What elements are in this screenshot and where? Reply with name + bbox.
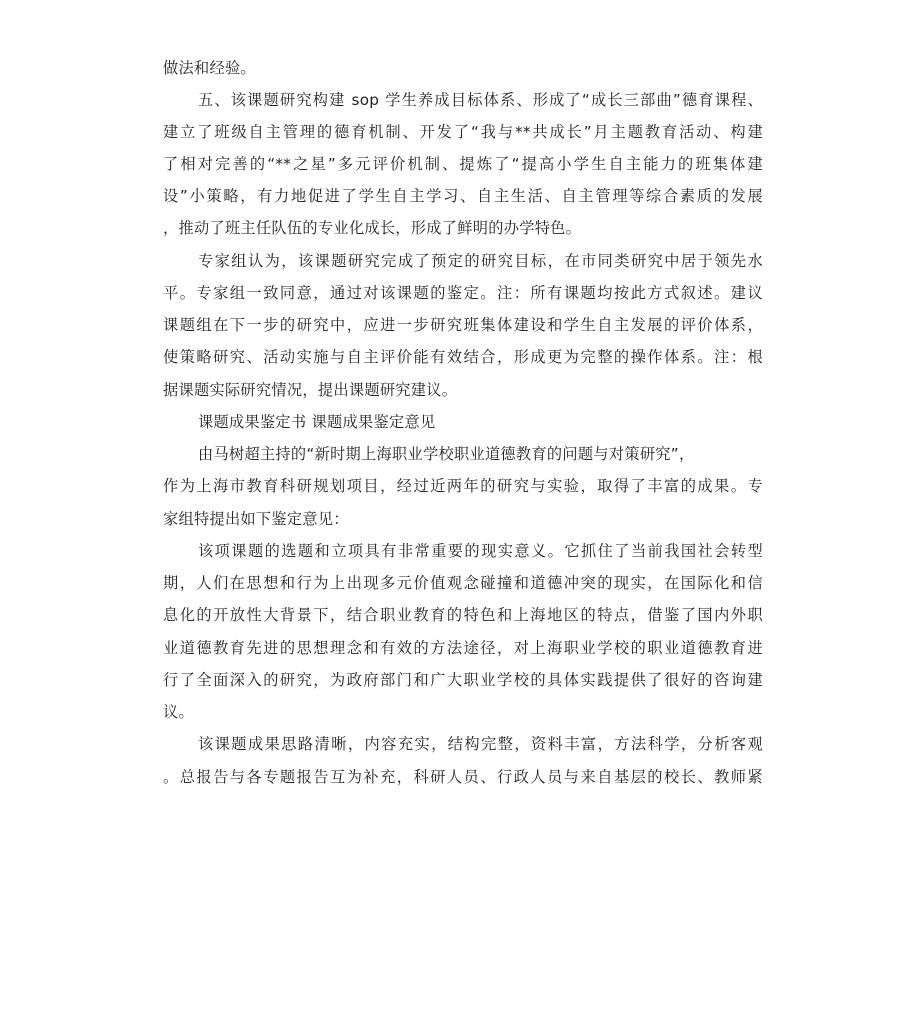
text-line: 专家组认为，该课题研究完成了预定的研究目标，在市同类研究中居于领先水: [198, 252, 763, 270]
text-line: 课题组在下一步的研究中，应进一步研究班集体建设和学生自主发展的评价体系，: [163, 316, 763, 334]
text-line: 业道德教育先进的思想理念和有效的方法途径，对上海职业学校的职业道德教育进: [163, 639, 763, 657]
text-line: 。总报告与各专题报告互为补充，科研人员、行政人员与来自基层的校长、教师紧: [163, 768, 763, 786]
text-line: 使策略研究、活动实施与自主评价能有效结合，形成更为完整的操作体系。注：根: [163, 348, 763, 366]
text-line: ，推动了班主任队伍的专业化成长，形成了鲜明的办学特色。: [163, 219, 582, 237]
text-line: 做法和经验。: [163, 59, 256, 77]
text-line: 行了全面深入的研究，为政府部门和广大职业学校的具体实践提供了很好的咨询建: [163, 671, 763, 689]
section-heading: 课题成果鉴定书 课题成果鉴定意见: [198, 413, 436, 431]
text-line: 家组特提出如下鉴定意见：: [163, 510, 349, 528]
text-line: 设”小策略，有力地促进了学生自主学习、自主生活、自主管理等综合素质的发展: [163, 187, 763, 205]
text-line: 据课题实际研究情况，提出课题研究建议。: [163, 381, 458, 399]
text-line: 该课题成果思路清晰，内容充实，结构完整，资料丰富，方法科学，分析客观: [198, 735, 763, 753]
text-line: 由马树超主持的“新时期上海职业学校职业道德教育的问题与对策研究”，: [198, 445, 695, 463]
text-line: 了相对完善的“**之星”多元评价机制、提炼了“提高小学生自主能力的班集体建: [163, 155, 763, 173]
text-line: 平。专家组一致同意，通过对该课题的鉴定。注：所有课题均按此方式叙述。建议: [163, 284, 763, 302]
text-line: 该项课题的选题和立项具有非常重要的现实意义。它抓住了当前我国社会转型: [198, 542, 763, 560]
text-line: 作为上海市教育科研规划项目，经过近两年的研究与实验，取得了丰富的成果。专: [163, 477, 763, 495]
text-line: 息化的开放性大背景下，结合职业教育的特色和上海地区的特点，借鉴了国内外职: [163, 606, 763, 624]
text-line: 建立了班级自主管理的德育机制、开发了“我与**共成长”月主题教育活动、构建: [163, 123, 763, 141]
text-line: 期，人们在思想和行为上出现多元价值观念碰撞和道德冲突的现实，在国际化和信: [163, 574, 763, 592]
text-line: 议。: [163, 703, 194, 721]
text-line: 五、该课题研究构建 sop 学生养成目标体系、形成了“成长三部曲”德育课程、: [198, 91, 763, 109]
